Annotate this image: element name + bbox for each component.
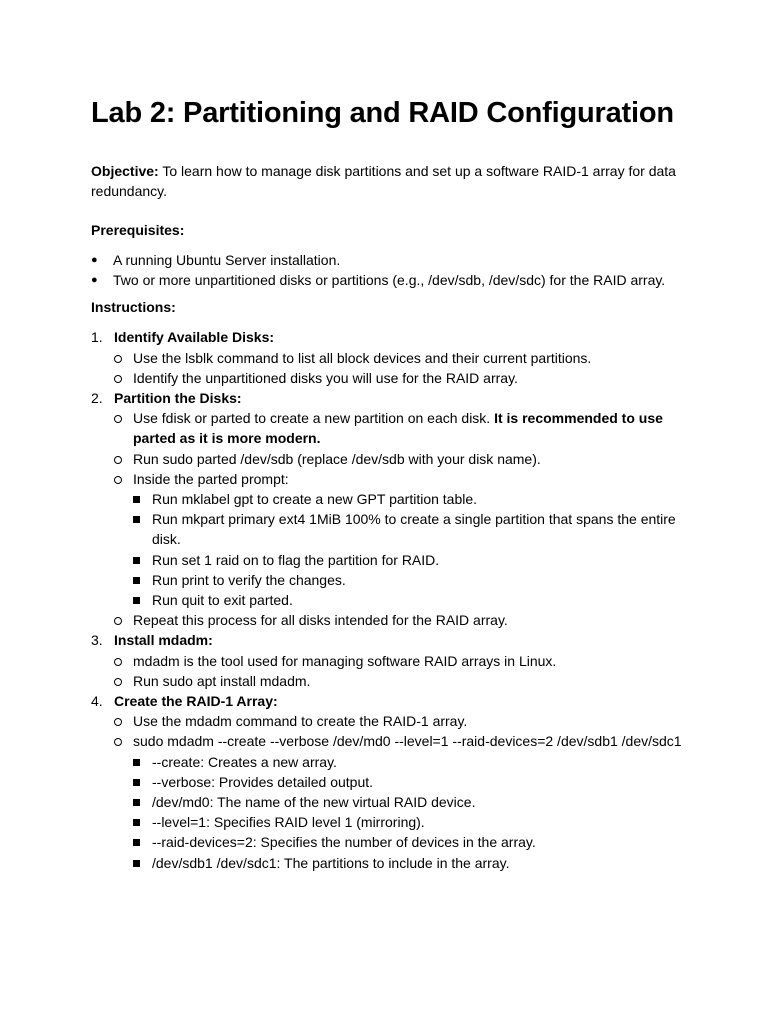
circle-bullet-icon [114, 678, 122, 686]
list-item [114, 408, 691, 448]
list-item [114, 348, 691, 368]
objective-label: Objective: [91, 163, 159, 179]
list-item [133, 832, 691, 852]
prerequisites-list [91, 250, 691, 290]
circle-bullet-icon [114, 738, 122, 746]
circle-bullet-icon [114, 617, 122, 625]
circle-bullet-icon [114, 476, 122, 484]
objective-text: To learn how to manage disk partitions and set up a software RAID-1 array for data redundancy. [91, 163, 676, 199]
circle-bullet-icon [114, 355, 122, 363]
square-bullet-icon [133, 597, 140, 604]
step-sublist [114, 711, 691, 873]
objective-paragraph [91, 161, 691, 201]
step-title: Partition the Disks: [114, 390, 242, 407]
item-text: --raid-devices=2: Specifies the number of devices in the array. [152, 834, 536, 851]
list-item [133, 812, 691, 832]
bullet-icon: ● [91, 254, 98, 266]
step-sublist [114, 651, 691, 691]
list-item [91, 270, 691, 290]
square-bullet-icon [133, 516, 140, 523]
list-item [91, 250, 691, 270]
step-identify-disks [91, 327, 691, 388]
list-item [133, 509, 691, 549]
item-text: Repeat this process for all disks intended for the RAID array. [133, 612, 508, 629]
list-item [133, 772, 691, 792]
item-text: /dev/sdb1 /dev/sdc1: The partitions to include in the array. [152, 854, 510, 871]
item-text: Run mkpart primary ext4 1MiB 100% to create a single partition that spans the entire disk. [152, 511, 676, 548]
step-number: 4. [91, 693, 103, 710]
prerequisite-text: A running Ubuntu Server installation. [113, 252, 341, 268]
item-text: Identify the unpartitioned disks you will use for the RAID array. [133, 369, 518, 386]
list-item [114, 671, 691, 691]
item-text: Use the lsblk command to list all block devices and their current partitions. [133, 349, 592, 366]
list-item [114, 610, 691, 630]
item-text: --create: Creates a new array. [152, 753, 337, 770]
item-text: sudo mdadm --create --verbose /dev/md0 --level=1 --raid-devices=2 /dev/sdb1 /dev/sdc1 [133, 733, 682, 750]
square-bullet-icon [133, 759, 140, 766]
item-text: Use fdisk or parted to create a new partition on each disk. [133, 410, 495, 427]
square-bullet-icon [133, 496, 140, 503]
list-item [133, 752, 691, 772]
list-item [133, 489, 691, 509]
step-sublist [114, 408, 691, 630]
list-item [114, 469, 691, 610]
square-bullet-icon [133, 799, 140, 806]
item-text: Inside the parted prompt: [133, 470, 289, 487]
instructions-list [91, 327, 691, 872]
item-text: Run quit to exit parted. [152, 592, 293, 609]
item-bold-text: It is recommended to use parted as it is more modern. [133, 410, 663, 447]
list-item [114, 731, 691, 872]
page-title: Lab 2: Partitioning and RAID Configuration [91, 97, 674, 129]
parted-commands-list [133, 489, 691, 610]
list-item [133, 590, 691, 610]
circle-bullet-icon [114, 718, 122, 726]
item-text: Run sudo apt install mdadm. [133, 672, 311, 689]
item-text: --verbose: Provides detailed output. [152, 773, 374, 790]
bullet-icon: ● [91, 274, 98, 287]
square-bullet-icon [133, 557, 140, 564]
item-text: Use the mdadm command to create the RAID-1 array. [133, 713, 468, 730]
square-bullet-icon [133, 779, 140, 786]
list-item [114, 651, 691, 671]
prerequisites-heading: Prerequisites: [91, 222, 185, 238]
square-bullet-icon [133, 860, 140, 867]
item-text: Run print to verify the changes. [152, 571, 346, 588]
item-text: /dev/md0: The name of the new virtual RAID device. [152, 794, 476, 811]
circle-bullet-icon [114, 375, 122, 383]
step-partition-disks [91, 388, 691, 630]
list-item [114, 711, 691, 731]
item-text: Run mklabel gpt to create a new GPT partition table. [152, 491, 478, 508]
item-text: Run set 1 raid on to flag the partition for RAID. [152, 551, 440, 568]
prerequisite-text: Two or more unpartitioned disks or partitions (e.g., /dev/sdb, /dev/sdc) for the RAID array. [113, 272, 666, 289]
square-bullet-icon [133, 839, 140, 846]
mdadm-options-list [133, 752, 691, 873]
step-title: Identify Available Disks: [114, 329, 275, 346]
step-create-raid-array [91, 691, 691, 873]
item-text: mdadm is the tool used for managing software RAID arrays in Linux. [133, 652, 557, 669]
list-item [133, 570, 691, 590]
square-bullet-icon [133, 577, 140, 584]
step-number: 1. [91, 329, 103, 346]
step-title: Install mdadm: [114, 632, 213, 649]
step-title: Create the RAID-1 Array: [114, 693, 278, 710]
instructions-heading: Instructions: [91, 299, 176, 316]
list-item [114, 449, 691, 469]
list-item [114, 368, 691, 388]
step-sublist [114, 348, 691, 388]
list-item [133, 550, 691, 570]
square-bullet-icon [133, 819, 140, 826]
circle-bullet-icon [114, 658, 122, 666]
step-number: 3. [91, 632, 103, 649]
item-text: Run sudo parted /dev/sdb (replace /dev/sdb with your disk name). [133, 450, 541, 467]
step-number: 2. [91, 390, 103, 407]
document-content [91, 92, 691, 873]
step-install-mdadm [91, 630, 691, 691]
circle-bullet-icon [114, 415, 122, 423]
list-item [133, 792, 691, 812]
list-item [133, 853, 691, 873]
item-text: --level=1: Specifies RAID level 1 (mirroring). [152, 814, 425, 831]
circle-bullet-icon [114, 456, 122, 464]
